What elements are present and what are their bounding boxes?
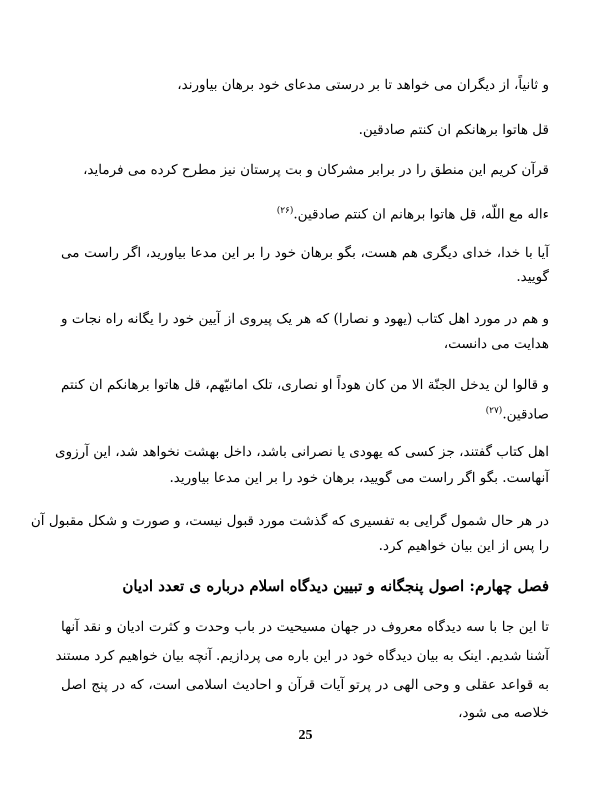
text-line: آشنا شدیم. اینک به بیان دیدگاه خود در این باره می پردازیم. آنچه بیان خواهیم کرد مستند xyxy=(55,648,549,664)
text-line: خلاصه می شود، xyxy=(458,705,549,721)
quote-line xyxy=(61,398,549,428)
text-line: قرآن کریم این منطق را در برابر مشرکان و بت پرستان نیز مطرح کرده می فرماید، xyxy=(83,162,549,178)
text-line: آیا با خدا، خدای دیگری هم هست، بگو برهان خود را بر این مدعا بیاورید، اگر راست می xyxy=(61,245,549,261)
section-heading: فصل چهارم: اصول پنجگانه و تبیین دیدگاه اسلام درباره ی تعدد ادیان xyxy=(122,577,549,595)
quote-text: ءاله مع اللّه، قل هاتوا برهانم ان کنتم صادقین. xyxy=(293,206,549,223)
quote-line: و قالوا لن یدخل الجنّة الا من کان هوداً او نصاری، تلک امانیّهم، قل هاتوا برهانکم ان کنتم xyxy=(61,377,549,393)
footnote-marker: (۲۶) xyxy=(276,206,294,216)
text-line: و ثانیاً، از دیگران می خواهد تا بر درستی مدعای خود برهان بیاورند، xyxy=(177,77,549,93)
page-number: 25 xyxy=(298,728,313,743)
text-line: آنهاست. بگو اگر راست می گویید، برهان خود را بر این مدعا بیاورید. xyxy=(169,470,549,486)
text-line: هدایت می دانست، xyxy=(443,336,549,352)
quote-line xyxy=(61,198,549,228)
text-line: را پس از این بیان خواهیم کرد. xyxy=(378,538,549,554)
text-line: گویید. xyxy=(516,269,549,285)
text-line: تا این جا با سه دیدگاه معروف در جهان مسیحیت در باب وحدت و کثرت ادیان و نقد آنها xyxy=(61,619,549,635)
quote-text: صادقین. xyxy=(502,406,549,423)
quote-line: قل هاتوا برهانکم ان کنتم صادقین. xyxy=(358,122,549,138)
text-line: به قواعد عقلی و وحی الهی در پرتو آیات قرآن و احادیث اسلامی است، که در پنج اصل xyxy=(61,677,549,693)
footnote-marker: (۲۷) xyxy=(485,406,503,416)
text-line: و هم در مورد اهل کتاب (یهود و نصارا) که هر یک پیروی از آیین خود را یگانه راه نجات و xyxy=(61,311,549,327)
text-line: اهل کتاب گفتند، جز کسی که یهودی یا نصرانی باشد، داخل بهشت نخواهد شد، این آرزوی xyxy=(55,444,549,460)
text-line: در هر حال شمول گرایی به تفسیری که گذشت مورد قبول نیست، و صورت و شکل مقبول آن xyxy=(30,513,549,529)
